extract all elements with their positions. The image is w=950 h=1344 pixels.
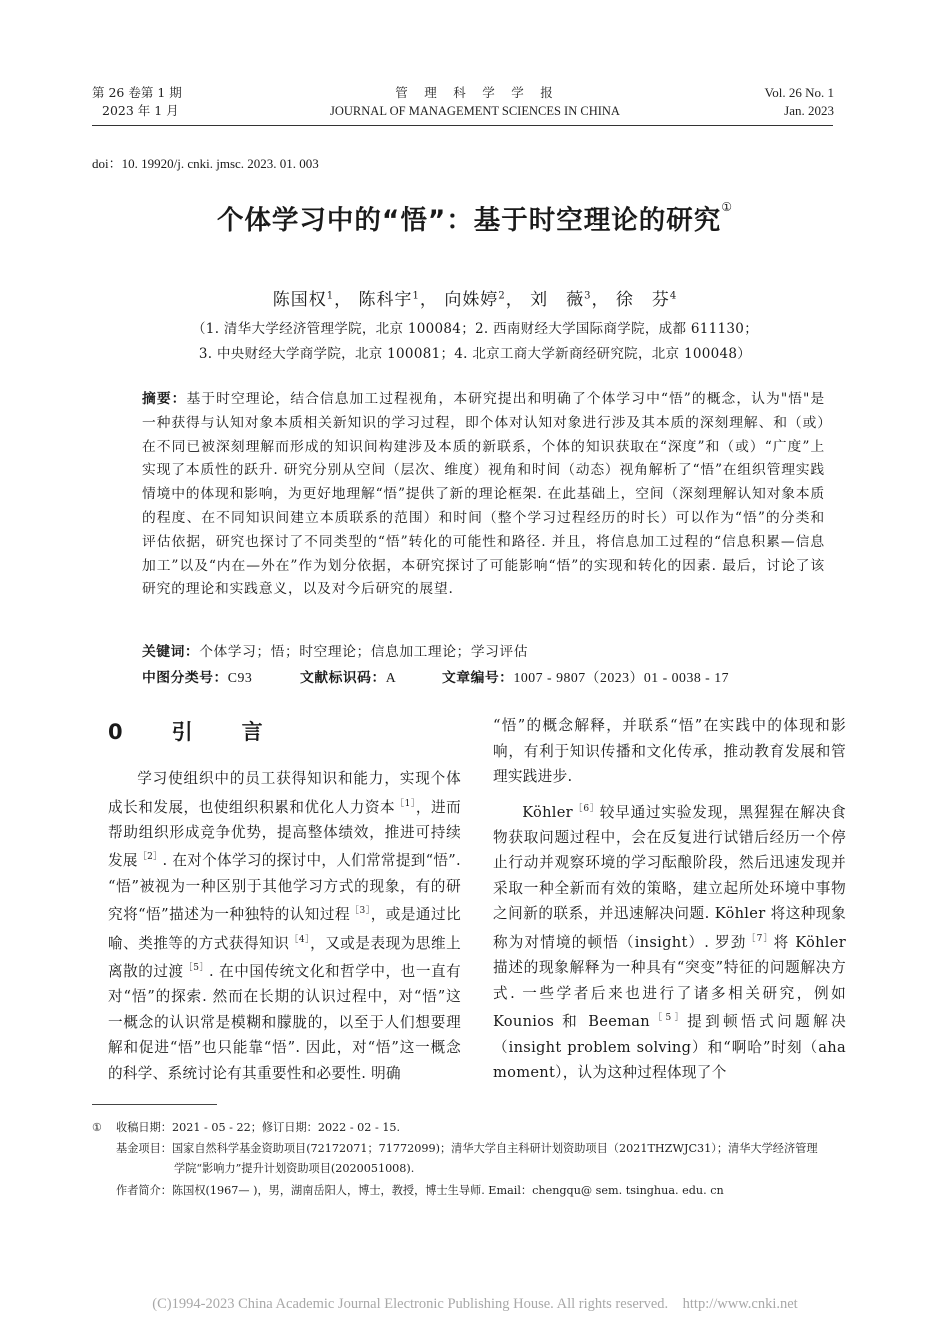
abstract-label: 摘要： — [142, 391, 187, 407]
doc-code: 文献标识码：A — [300, 670, 397, 686]
citation[interactable]: ［7］ — [746, 933, 774, 944]
author-list: 陈国权$^1$， 陈科宇$^1$， 向姝婷$^2$， 刘 薇$^3$， 徐 芬$^4$ — [272, 290, 678, 310]
classification-row — [142, 666, 825, 686]
volume-issue: 第 26 卷第 1 期 2023 年 1 月 — [92, 85, 182, 118]
paper-title: 个体学习中的“悟”：基于时空理论的研究① — [216, 200, 734, 236]
footnote-mark: ① — [92, 1121, 103, 1134]
cnki-watermark: (C)1994-2023 China Academic Journal Electronic Publishing House. All rights reserved. http://www.cnki.net — [152, 1296, 798, 1312]
article-number: 文章编号：1007 - 9807（2023）01 - 0038 - 17 — [442, 670, 730, 686]
citation[interactable]: ［2］ — [137, 852, 163, 863]
citation[interactable]: ［3］ — [350, 906, 371, 917]
abstract — [142, 388, 825, 602]
footnote-author-bio: 作者简介：陈国权(1967— )，男，湖南岳阳人，博士，教授，博士生导师. Email：chengqu@ sem. tsinghua. edu. cn — [116, 1184, 724, 1197]
citation[interactable]: ［4］ — [289, 934, 311, 945]
paragraph: Köhler$^{[6]}$较早通过实验发现，黑猩猩在解决食物获取问题过程中，会在反复进行试错后经历一个停止行动并观察环境的学习酝酿阶段，然后迅速发现并采取一种全新而有效的策略，建立起所处环境中事物之间新的联系，并迅速解决问题. Köhler 将这种现象称为对情境的顿悟（insight）. 罗劲$^{[7]}$将 Köhler 描述的现象解释为一种具有“突变”特征的问题解决方式. 一些学者后来也进行了诸多相关研究，例如 Kounios 和 Beeman$^{[5]}$提到顿悟式问题解决（insight problem solving）和“啊哈”时刻（aha moment），认为这种过程体现了个 — [493, 803, 846, 1082]
paragraph: “悟”的概念解释，并联系“悟”在实践中的体现和影响，有利于知识传播和文化传承，推动教育发展和管理实践进步. — [493, 717, 846, 785]
citation[interactable]: ［5］ — [649, 1013, 688, 1024]
affiliation-line-2: 3. 中央财经大学商学院，北京 100081；4. 北京工商大学新商经研究院，北京 100048） — [198, 346, 752, 362]
journal-name: 管 理 科 学 学 报 JOURNAL OF MANAGEMENT SCIENCES IN CHINA — [330, 85, 620, 118]
doi[interactable]: doi：10. 19920/j. cnki. jmsc. 2023. 01. 003 — [92, 156, 319, 171]
citation[interactable]: ［1］ — [395, 798, 416, 809]
author: 徐 芬 — [615, 290, 670, 310]
author: 陈科宇 — [358, 290, 413, 310]
author: 刘 薇 — [530, 290, 585, 310]
body-right-column — [493, 713, 846, 1086]
header-rule — [92, 125, 833, 126]
paragraph: 学习使组织中的员工获得知识和能力，实现个体成长和发展，也使组织积累和优化人力资本$^{[1]}$，进而帮助组织形成竞争优势，提高整体绩效，推进可持续发展$^{[2]}$. 在对个体学习的探讨中，人们常常提到“悟”. “悟”被视为一种区别于其他学习方式的现象，有的研究将“悟”描述为一种独特的认知过程$^{[3]}$，或是通过比喻、类推等的方式获得知识$^{[4]}$，又或是表现为思维上离散的过渡$^{[5]}$. 在中国传统文化和哲学中，也一直有对“悟”的探索. 然而在长期的认识过程中，对“悟”这一概念的认识常是模糊和朦胧的，以至于人们想要理解和促进“悟”也只能靠“悟”. 因此，对“悟”这一概念的科学、系统讨论有其重要性和必要性. 明确 — [108, 770, 461, 1082]
footnote-fund: 基金项目：国家自然科学基金资助项目(72172071；71772099)；清华大学自主科研计划资助项目（2021THZWJC31）；清华大学经济管理 学院“影响力”提升计划资助项目(2020051008). — [116, 1142, 818, 1175]
citation[interactable]: ［6］ — [572, 803, 600, 814]
citation[interactable]: ［5］ — [183, 962, 209, 973]
footnote-rule — [92, 1104, 217, 1105]
affiliation-line-1: （1. 清华大学经济管理学院，北京 100084；2. 西南财经大学国际商学院，成都 611130； — [192, 321, 758, 337]
title-footnote-mark: ① — [721, 200, 734, 214]
body-left-column — [108, 766, 461, 1086]
volume-date-en: Vol. 26 No. 1 Jan. 2023 — [764, 85, 834, 118]
footnote-received: ① 收稿日期：2021 - 05 - 22；修订日期：2022 - 02 - 15. — [92, 1121, 401, 1134]
section-heading: 0 引 言 — [108, 720, 277, 744]
abstract-text: 基于时空理论，结合信息加工过程视角，本研究提出和明确了个体学习中“悟”的概念，认为"悟"是一种获得与认知对象本质相关新知识的学习过程，即个体对认知对象进行涉及其本质的深刻理解、和（或）在不同已被深刻理解而形成的知识间构建涉及本质的新联系，个体的知识获取在“深度”和（或）“广度”上实现了本质性的跃升. 研究分别从空间（层次、维度）视角和时间（动态）视角解析了“悟”在组织管理实践情境中的体现和影响，为更好地理解“悟”提供了新的理论框架. 在此基础上，空间（深刻理解认知对象本质的程度、在不同知识间建立本质联系的范围）和时间（整个学习过程经历的时长）可以作为“悟”的分类和评估依据，研究也探讨了不同类型的“悟”转化的可能性和路径. 并且，将信息加工过程的“信息积累—信息加工”以及“内在—外在”作为划分依据，本研究探讨了可能影响“悟”的实现和转化的因素. 最后，讨论了该研究的理论和实践意义，以及对今后研究的展望. — [142, 391, 826, 598]
clc: 中图分类号：C93 — [142, 670, 253, 686]
author: 陈国权 — [272, 290, 327, 310]
keywords: 关键词：个体学习；悟；时空理论；信息加工理论；学习评估 — [142, 644, 529, 660]
author: 向姝婷 — [444, 290, 499, 310]
